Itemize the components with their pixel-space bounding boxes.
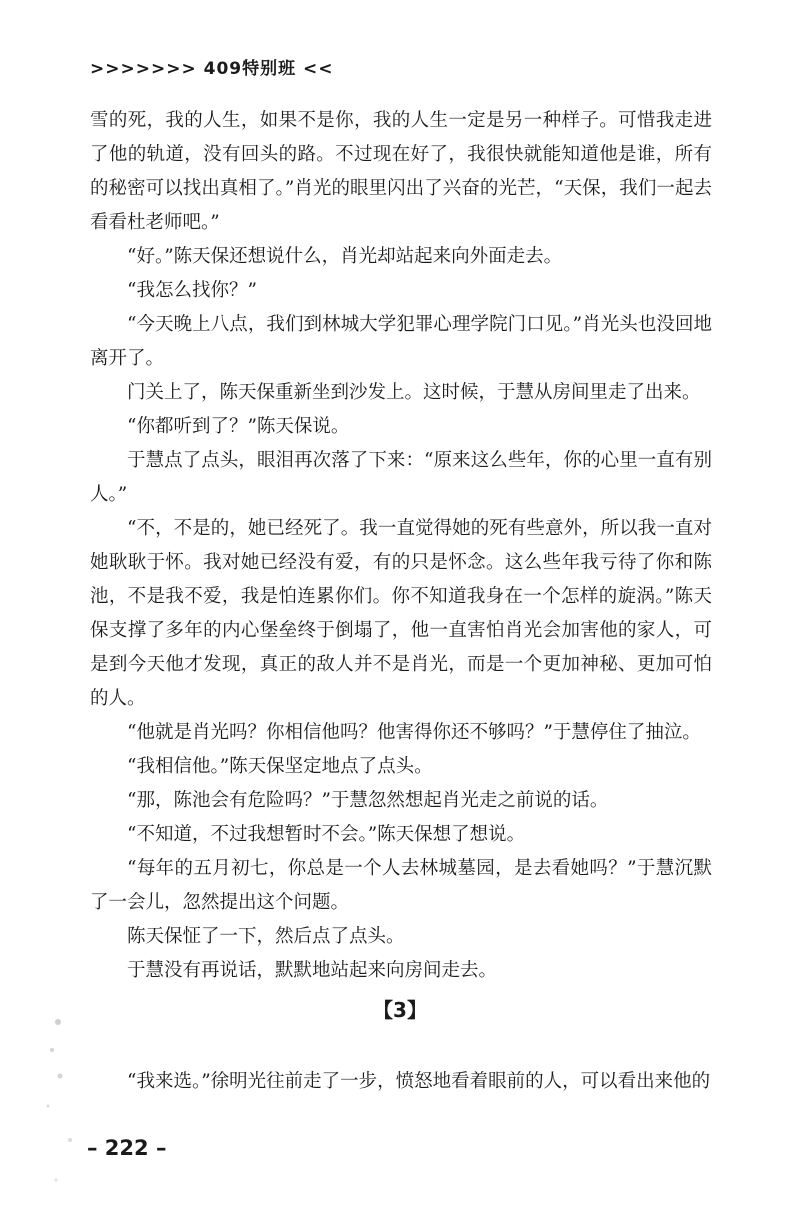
paragraph: “他就是肖光吗？你相信他吗？他害得你还不够吗？”于慧停住了抽泣。 [127, 722, 701, 743]
paragraph: 于慧没有再说话，默默地站起来向房间走去。 [127, 960, 498, 981]
paragraph: 雪的死，我的人生，如果不是你，我的人生一定是另一种样子。可惜我走进了他的轨道，没有回头的路。不过现在好了，我很快就能知道他是谁，所有的秘密可以找出真相了。”肖光的眼里闪出了兴奋的光芒，“天保，我们一起去看看杜老师吧。” [90, 110, 712, 233]
paragraph: “我来选。”徐明光往前走了一步，愤怒地看着眼前的人，可以看出来他的 [127, 1071, 711, 1092]
page-number: – 222 – [87, 1136, 167, 1160]
paragraph: 陈天保怔了一下，然后点了点头。 [127, 926, 405, 947]
scan-speckle [30, 1010, 90, 1200]
paragraph: “我相信他。”陈天保坚定地点了点头。 [127, 756, 433, 777]
paragraph: “好。”陈天保还想说什么，肖光却站起来向外面走去。 [127, 246, 563, 267]
paragraph: “不知道，不过我想暂时不会。”陈天保想了想说。 [127, 824, 526, 845]
paragraph: “不，不是的，她已经死了。我一直觉得她的死有些意外，所以我一直对她耿耿于怀。我对她已经没有爱，有的只是怀念。这么些年我亏待了你和陈池，不是我不爱，我是怕连累你们。你不知道我身在一个怎样的旋涡。”陈天保支撑了多年的内心堡垒终于倒塌了，他一直害怕肖光会加害他的家人，可是到今天他才发现，真正的敌人并不是肖光，而是一个更加神秘、更加可怕的人。 [90, 518, 712, 709]
paragraph: “你都听到了？”陈天保说。 [127, 416, 350, 437]
paragraph: “那，陈池会有危险吗？”于慧忽然想起肖光走之前说的话。 [127, 790, 609, 811]
section-body [90, 1065, 712, 1099]
paragraph: “我怎么找你？” [127, 280, 257, 301]
paragraph: “每年的五月初七，你总是一个人去林城墓园，是去看她吗？”于慧沉默了一会儿，忽然提出这个问题。 [90, 858, 712, 913]
section-heading: 【3】 [373, 998, 427, 1022]
body-text [90, 104, 712, 988]
paragraph: 门关上了，陈天保重新坐到沙发上。这时候，于慧从房间里走了出来。 [127, 382, 701, 403]
paragraph: 于慧点了点头，眼泪再次落了下来：“原来这么些年，你的心里一直有别人。” [90, 450, 712, 505]
paragraph: “今天晚上八点，我们到林城大学犯罪心理学院门口见。”肖光头也没回地离开了。 [90, 314, 712, 369]
running-header: >>>>>>> 409特别班 << [90, 59, 334, 79]
